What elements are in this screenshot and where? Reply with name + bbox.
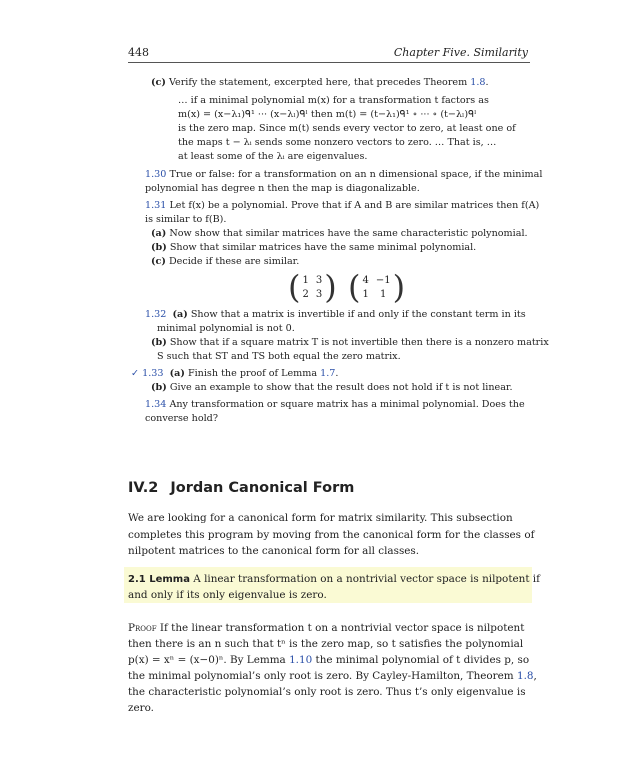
part-text: Give an example to show that the result does not hold if t is not linear.: [169, 382, 513, 393]
comma: ,: [533, 670, 537, 682]
part-label: (c): [151, 77, 166, 88]
exercise-text: polynomial has degree n then the map is diagonalizable.: [145, 183, 420, 194]
exercise-number[interactable]: 1.30: [145, 169, 167, 180]
chapter-title: Chapter Five. Similarity: [393, 46, 528, 59]
part-label: (a): [151, 228, 167, 239]
proof: [128, 620, 524, 636]
check-icon: ✓: [131, 368, 140, 379]
left-paren: (: [348, 268, 361, 306]
part-label: (c): [151, 256, 166, 267]
exercise-part-a: [151, 227, 528, 241]
exercise-1-32: [145, 308, 526, 322]
part-label: (b): [151, 242, 167, 253]
exercise-1-30: [145, 168, 542, 182]
exercise-part-b: [151, 336, 549, 350]
matrix-entry: 3: [315, 274, 323, 286]
proof-text: If the linear transformation t on a nontrivial vector space is nilpotent: [159, 622, 525, 634]
proof-text: the minimal polynomial of t divides p, so: [315, 654, 530, 666]
exercise-part-b: [151, 241, 476, 255]
exercise-number[interactable]: 1.33: [142, 368, 164, 379]
quote-line: m(x) = (x−λ₁)ᑫ¹ ··· (x−λₗ)ᑫˡ then m(t) = (t−λ₁)ᑫ¹ ∘ ··· ∘ (t−λₗ)ᑫˡ: [178, 109, 477, 120]
proof-text: then there is an n such that tⁿ is the zero map, so t satisfies the polynomial: [128, 638, 524, 650]
intro-line: completes this program by moving from the canonical form for the classes of: [128, 529, 535, 541]
matrix-entry: 1: [362, 288, 369, 300]
part-text: Finish the proof of Lemma: [187, 368, 318, 379]
matrix-2: [348, 268, 406, 306]
quote-line: the maps t − λᵢ sends some nonzero vectors to zero. … That is, …: [178, 137, 497, 148]
right-paren: ): [324, 268, 337, 306]
part-label: (b): [151, 382, 167, 393]
matrix-1: [288, 268, 337, 306]
lemma-text: A linear transformation on a nontrivial vector space is nilpotent if: [193, 573, 540, 585]
lemma-link[interactable]: 1.10: [289, 654, 313, 666]
part-text: Decide if these are similar.: [168, 256, 300, 267]
section-heading: [128, 480, 354, 496]
part-text: Show that a matrix is invertible if and only if the constant term in its: [190, 309, 526, 320]
right-paren: ): [392, 268, 406, 306]
lemma-2-1: [128, 571, 540, 588]
proof-text: the minimal polynomial’s only root is zero. By Cayley-Hamilton, Theorem: [128, 670, 514, 682]
section-number: IV.2: [128, 480, 159, 496]
part-text: Verify the statement, excerpted here, that precedes Theorem: [168, 77, 468, 88]
lemma-label: 2.1 Lemma: [128, 574, 190, 585]
proof-line: [128, 668, 537, 684]
part-text: Show that similar matrices have the same minimal polynomial.: [169, 242, 477, 253]
intro-line: nilpotent matrices to the canonical form for all classes.: [128, 545, 420, 557]
exercise-part-c: [151, 76, 489, 90]
exercise-text: Let f(x) be a polynomial. Prove that if A and B are similar matrices then f(A): [169, 200, 540, 211]
matrix-entry: 1: [380, 288, 387, 300]
exercise-1-31: [145, 199, 539, 213]
proof-line: [128, 652, 529, 668]
exercise-part-c: [151, 255, 299, 269]
matrix-entry: 2: [302, 288, 309, 300]
part-text: Show that if a square matrix T is not invertible then there is a nonzero matrix: [169, 337, 549, 348]
matrix-entry: 3: [315, 288, 323, 300]
exercise-text: Any transformation or square matrix has a minimal polynomial. Does the: [169, 399, 525, 410]
period: .: [485, 77, 489, 88]
exercise-1-33: [131, 367, 338, 381]
exercise-part-b: [151, 381, 513, 395]
part-label: (b): [151, 337, 167, 348]
quote-line: … if a minimal polynomial m(x) for a transformation t factors as: [178, 95, 489, 106]
theorem-link[interactable]: 1.8: [470, 77, 486, 88]
part-text: S such that ST and TS both equal the zero matrix.: [157, 351, 401, 362]
proof-text: the characteristic polynomial’s only root is zero. Thus t’s only eigenvalue is: [128, 686, 526, 698]
exercise-1-34: [145, 398, 525, 412]
part-label: (a): [169, 368, 185, 379]
exercise-number[interactable]: 1.34: [145, 399, 167, 410]
exercise-text: converse hold?: [145, 413, 218, 424]
quote-line: at least some of the λᵢ are eigenvalues.: [178, 151, 368, 162]
proof-label: Proof: [128, 622, 157, 634]
exercise-text: is similar to f(B).: [145, 214, 227, 225]
exercise-text: True or false: for a transformation on an n dimensional space, if the minimal: [169, 169, 543, 180]
intro-line: We are looking for a canonical form for matrix similarity. This subsection: [128, 512, 513, 524]
proof-text: p(x) = xⁿ = (x−0)ⁿ. By Lemma: [128, 654, 286, 666]
part-label: (a): [172, 309, 188, 320]
proof-text: zero.: [128, 702, 154, 714]
quote-line: is the zero map. Since m(t) sends every vector to zero, at least one of: [178, 123, 516, 134]
lemma-link[interactable]: 1.7: [320, 368, 336, 379]
exercise-number[interactable]: 1.32: [145, 309, 167, 320]
header-rule: [128, 62, 530, 63]
matrix-entry: 4: [362, 274, 369, 286]
matrix-entry: −1: [375, 274, 391, 286]
part-text: minimal polynomial is not 0.: [157, 323, 295, 334]
page-number: 448: [128, 46, 149, 59]
lemma-text: and only if its only eigenvalue is zero.: [128, 589, 327, 601]
theorem-link[interactable]: 1.8: [516, 670, 534, 682]
section-title: Jordan Canonical Form: [170, 480, 355, 496]
period: .: [335, 368, 339, 379]
matrix-entry: 1: [302, 274, 309, 286]
left-paren: (: [288, 268, 301, 306]
part-text: Now show that similar matrices have the same characteristic polynomial.: [169, 228, 528, 239]
exercise-number[interactable]: 1.31: [145, 200, 167, 211]
